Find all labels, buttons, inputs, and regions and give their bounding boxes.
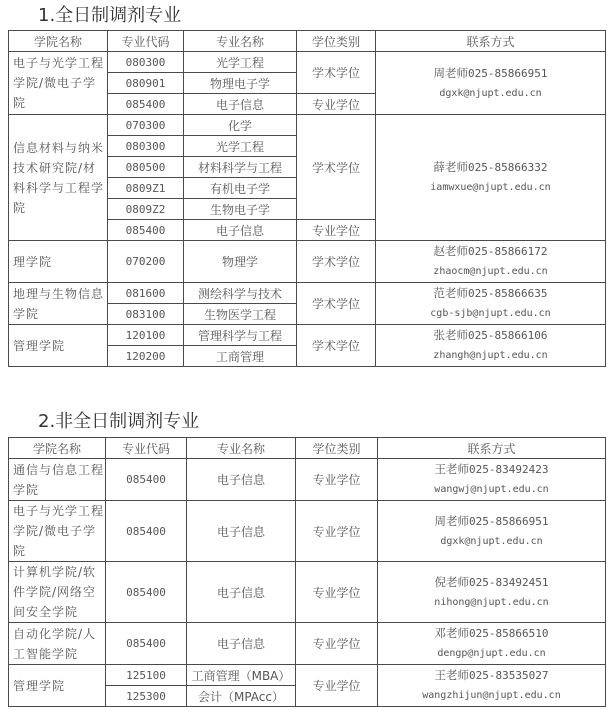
degree-cell: 学术学位 — [297, 325, 376, 367]
college-cell: 管理学院 — [9, 665, 106, 707]
code-cell: 120100 — [108, 325, 184, 346]
contact-cell — [376, 325, 606, 367]
table-row — [9, 52, 606, 73]
major-cell: 电子信息 — [187, 562, 296, 623]
fulltime-table — [8, 30, 606, 367]
major-cell: 光学工程 — [184, 136, 297, 157]
code-cell: 085400 — [106, 623, 187, 665]
code-cell: 070300 — [108, 115, 184, 136]
table-row — [9, 665, 606, 686]
major-cell: 生物电子学 — [184, 199, 297, 220]
contact-phone: 薛老师025-85866332 — [433, 160, 548, 174]
contact-cell — [378, 562, 606, 623]
code-cell: 085400 — [108, 94, 184, 115]
college-cell: 通信与信息工程学院 — [9, 459, 106, 501]
college-cell: 电子与光学工程学院/微电子学院 — [9, 501, 106, 562]
major-cell: 材料科学与工程 — [184, 157, 297, 178]
table-header-row — [9, 438, 606, 459]
degree-cell: 学术学位 — [297, 241, 376, 283]
table-row — [9, 115, 606, 136]
contact-cell — [376, 52, 606, 115]
contact-email[interactable]: dgxk@njupt.edu.cn — [440, 535, 543, 547]
header-code: 专业代码 — [106, 438, 187, 459]
contact-phone: 邓老师025-85866510 — [434, 626, 549, 640]
table-row — [9, 459, 606, 501]
contact-phone: 王老师025-83535027 — [434, 668, 549, 682]
major-cell: 光学工程 — [184, 52, 297, 73]
header-code: 专业代码 — [108, 31, 184, 52]
contact-email[interactable]: zhangh@njupt.edu.cn — [433, 350, 548, 361]
code-cell: 085400 — [106, 562, 187, 623]
college-cell: 电子与光学工程学院/微电子学院 — [9, 52, 108, 115]
contact-cell — [378, 501, 606, 562]
code-cell: 120200 — [108, 346, 184, 367]
contact-phone: 范老师025-85866635 — [433, 286, 548, 300]
contact-cell — [378, 623, 606, 665]
code-cell: 0809Z2 — [108, 199, 184, 220]
college-cell: 管理学院 — [9, 325, 108, 367]
contact-phone: 周老师025-85866951 — [433, 65, 548, 80]
major-cell: 物理学 — [184, 241, 297, 283]
major-cell: 工商管理 — [184, 346, 297, 367]
header-degree: 学位类别 — [297, 31, 376, 52]
table-row — [9, 623, 606, 665]
contact-email[interactable]: dengp@njupt.edu.cn — [437, 648, 546, 659]
code-cell: 080300 — [108, 52, 184, 73]
contact-cell — [376, 241, 606, 283]
code-cell: 125300 — [106, 686, 187, 707]
contact-cell — [378, 459, 606, 501]
contact-email[interactable]: wangzhijun@njupt.edu.cn — [422, 690, 561, 701]
degree-cell: 学术学位 — [297, 52, 376, 94]
contact-email[interactable]: dgxk@njupt.edu.cn — [439, 87, 542, 99]
code-cell: 080500 — [108, 157, 184, 178]
contact-email[interactable]: iamwxue@njupt.edu.cn — [430, 182, 551, 193]
major-cell: 测绘科学与技术 — [184, 283, 297, 304]
degree-cell: 专业学位 — [297, 94, 376, 115]
major-cell: 电子信息 — [187, 459, 296, 501]
major-cell: 电子信息 — [184, 94, 297, 115]
degree-cell: 专业学位 — [296, 501, 378, 562]
header-contact: 联系方式 — [378, 438, 606, 459]
major-cell: 物理电子学 — [184, 73, 297, 94]
contact-phone: 王老师025-83492423 — [434, 462, 549, 476]
contact-phone: 张老师025-85866106 — [433, 328, 548, 342]
code-cell: 081600 — [108, 283, 184, 304]
contact-email[interactable]: zhaocm@njupt.edu.cn — [433, 266, 548, 277]
major-cell: 电子信息 — [184, 220, 297, 241]
code-cell: 080901 — [108, 73, 184, 94]
code-cell: 085400 — [106, 501, 187, 562]
code-cell: 070200 — [108, 241, 184, 283]
contact-phone: 赵老师025-85866172 — [433, 244, 548, 258]
table-row — [9, 325, 606, 346]
contact-phone: 倪老师025-83492451 — [434, 574, 549, 589]
contact-cell — [376, 283, 606, 325]
section-title-parttime: 2.非全日制调剂专业 — [38, 411, 200, 432]
college-cell: 计算机学院/软件学院/网络空间安全学院 — [9, 562, 106, 623]
contact-email[interactable]: wangwj@njupt.edu.cn — [434, 484, 549, 495]
code-cell: 085400 — [106, 459, 187, 501]
header-degree: 学位类别 — [296, 438, 378, 459]
college-cell: 理学院 — [9, 241, 108, 283]
table-row — [9, 241, 606, 283]
header-major: 专业名称 — [184, 31, 297, 52]
degree-cell: 专业学位 — [296, 665, 378, 707]
table-row — [9, 501, 606, 562]
contact-cell — [378, 665, 606, 707]
degree-cell: 专业学位 — [296, 459, 378, 501]
code-cell: 085400 — [108, 220, 184, 241]
degree-cell: 学术学位 — [297, 115, 376, 220]
major-cell: 化学 — [184, 115, 297, 136]
degree-cell: 专业学位 — [296, 623, 378, 665]
code-cell: 080300 — [108, 136, 184, 157]
contact-email[interactable]: cgb-sjb@njupt.edu.cn — [430, 308, 551, 319]
code-cell: 0809Z1 — [108, 178, 184, 199]
major-cell: 有机电子学 — [184, 178, 297, 199]
major-cell: 电子信息 — [187, 623, 296, 665]
header-major: 专业名称 — [187, 438, 296, 459]
contact-phone: 周老师025-85866951 — [434, 513, 549, 528]
major-cell: 电子信息 — [187, 501, 296, 562]
section-title-fulltime: 1.全日制调剂专业 — [38, 5, 182, 26]
contact-email[interactable]: nihong@njupt.edu.cn — [434, 596, 549, 608]
header-college: 学院名称 — [9, 438, 106, 459]
contact-cell — [376, 115, 606, 241]
table-header-row — [9, 31, 606, 52]
major-cell: 会计（MPAcc） — [187, 686, 296, 707]
degree-cell: 学术学位 — [297, 283, 376, 325]
table-row — [9, 562, 606, 623]
major-cell: 工商管理（MBA） — [187, 665, 296, 686]
header-college: 学院名称 — [9, 31, 108, 52]
parttime-table — [8, 437, 606, 707]
degree-cell: 专业学位 — [296, 562, 378, 623]
college-cell: 信息材料与纳米技术研究院/材料科学与工程学院 — [9, 115, 108, 241]
major-cell: 管理科学与工程 — [184, 325, 297, 346]
major-cell: 生物医学工程 — [184, 304, 297, 325]
college-cell: 地理与生物信息学院 — [9, 283, 108, 325]
table-row — [9, 283, 606, 304]
degree-cell: 专业学位 — [297, 220, 376, 241]
code-cell: 125100 — [106, 665, 187, 686]
college-cell: 自动化学院/人工智能学院 — [9, 623, 106, 665]
code-cell: 083100 — [108, 304, 184, 325]
header-contact: 联系方式 — [376, 31, 606, 52]
